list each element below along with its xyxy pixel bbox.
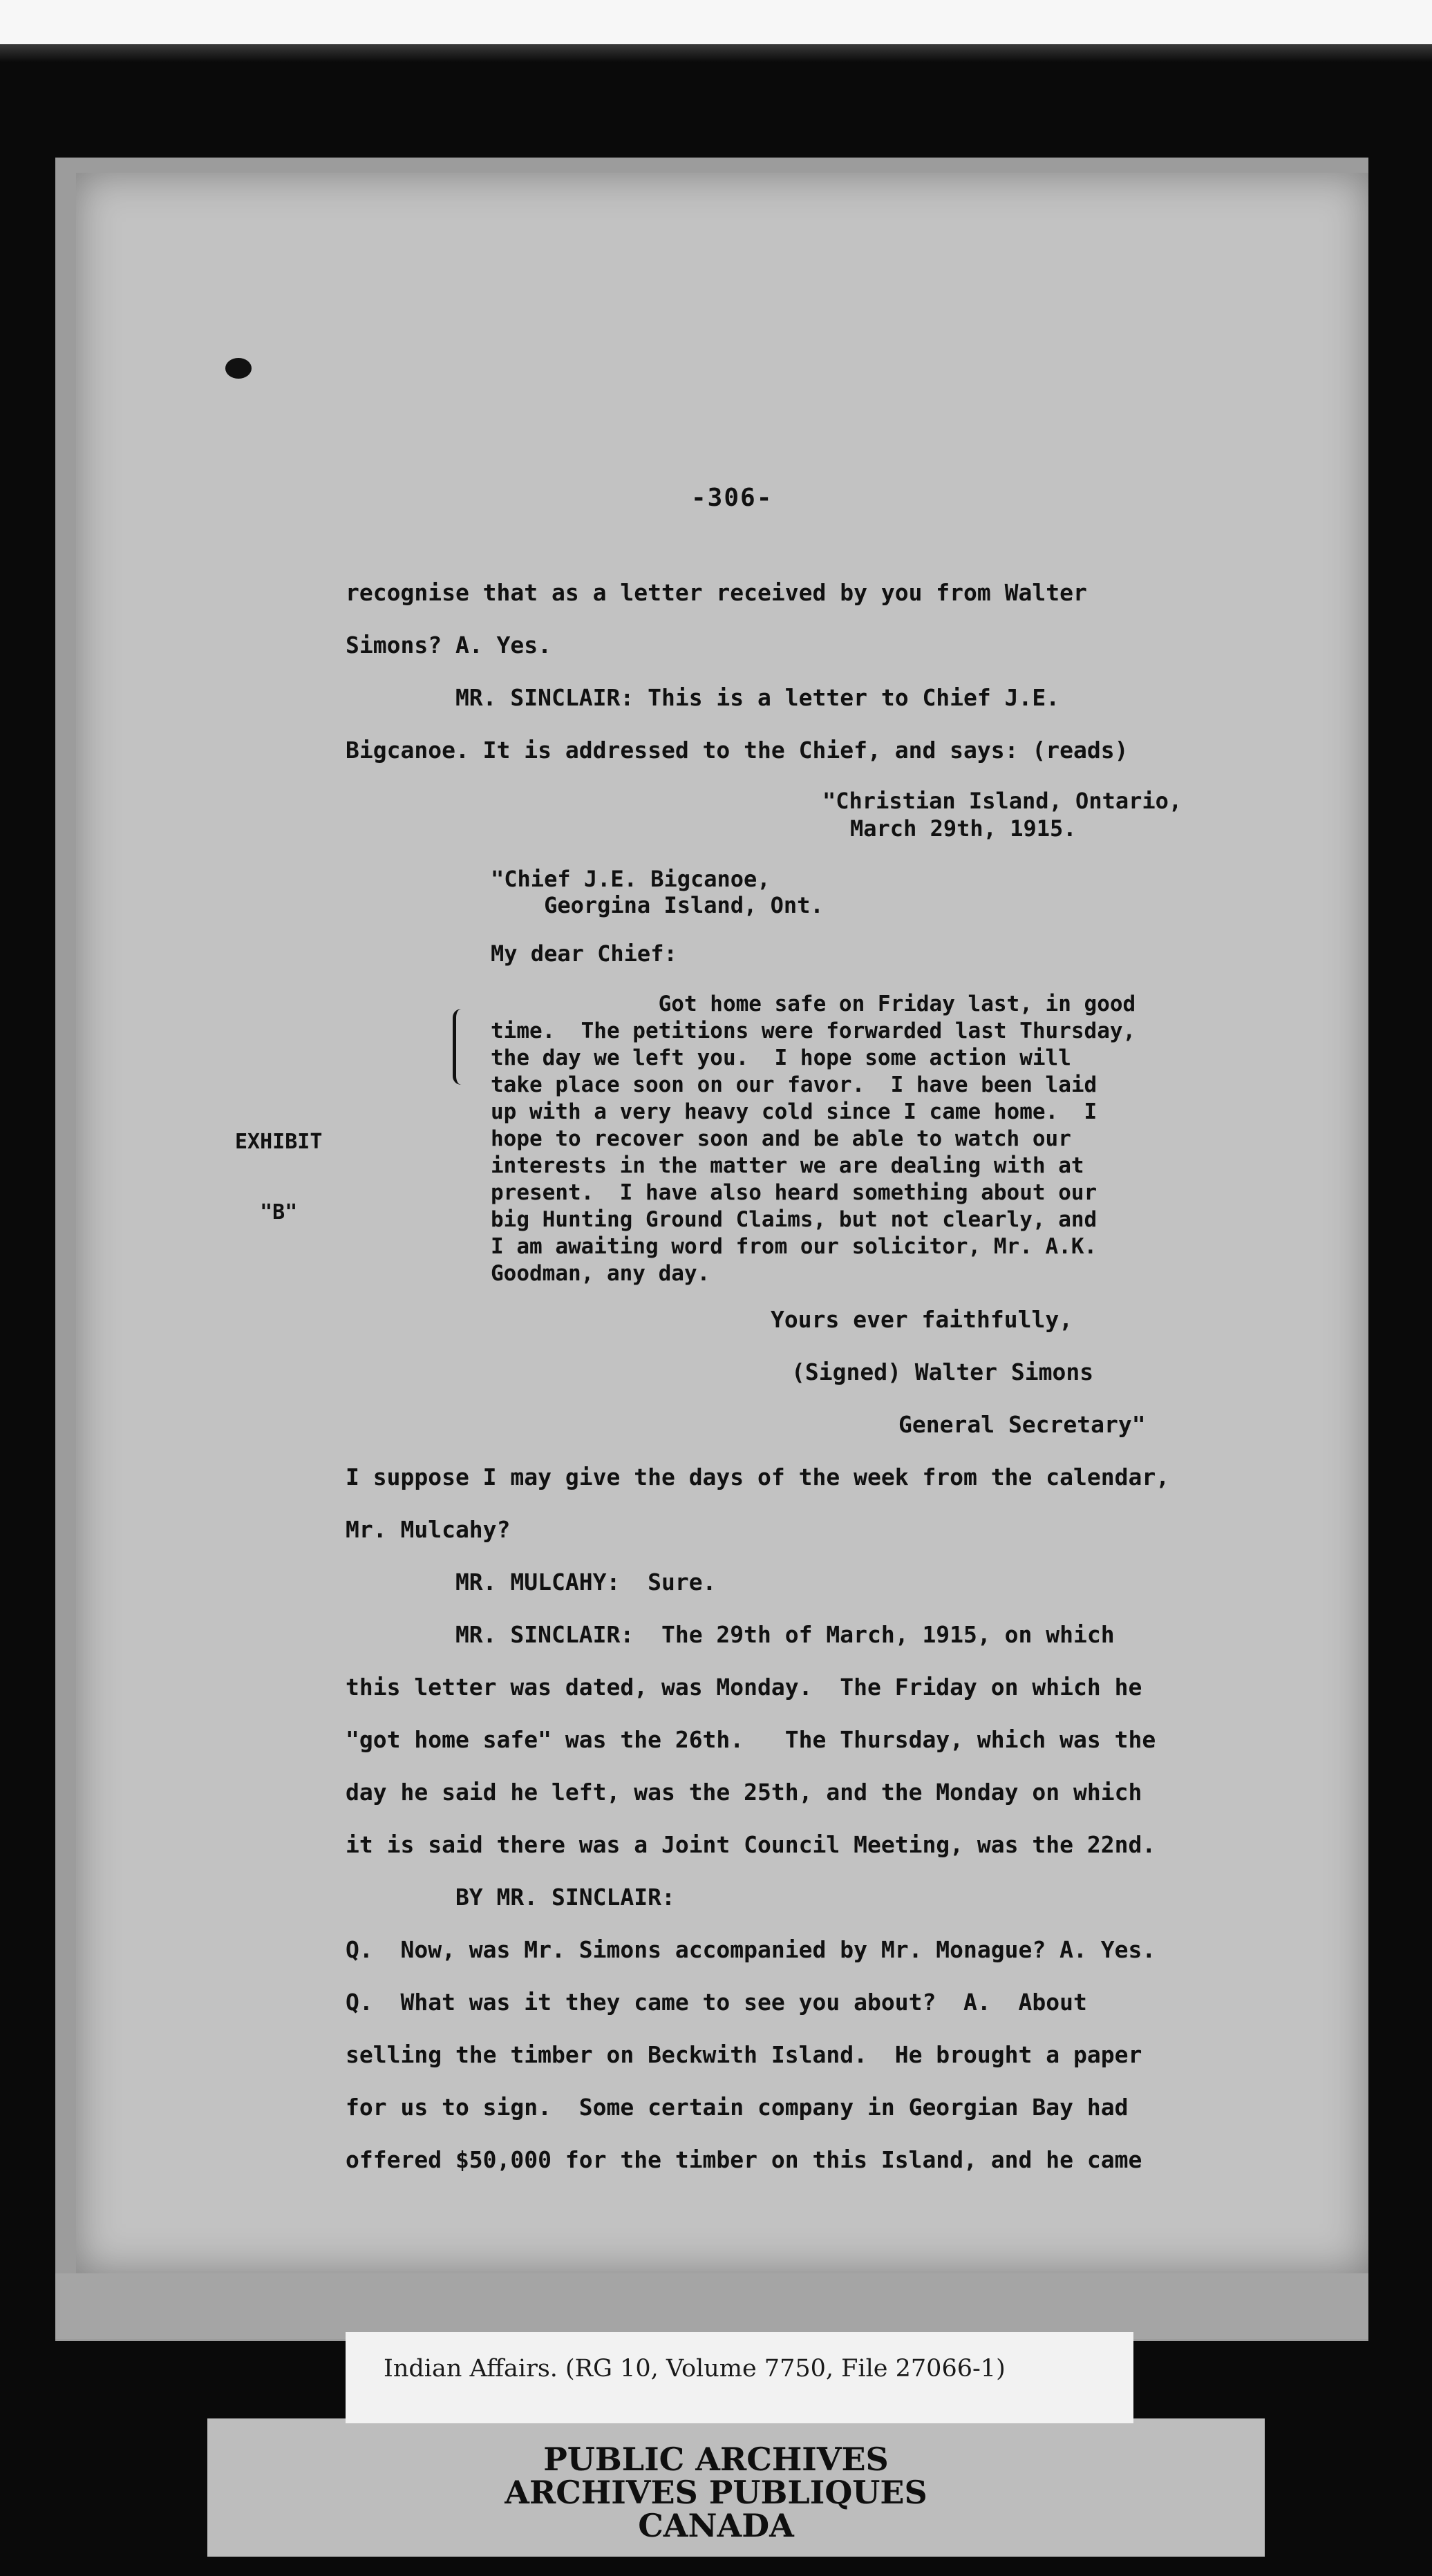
transcript-line: MR. SINCLAIR: The 29th of March, 1915, on which [346, 1621, 1115, 1648]
letter-address: Georgina Island, Ont. [491, 892, 824, 918]
page-bottom-edge [55, 2273, 1368, 2339]
archive-stamp-line: ARCHIVES PUBLIQUES [505, 2474, 927, 2511]
transcript-line: MR. MULCAHY: Sure. [346, 1569, 717, 1595]
letter-signatory-title: General Secretary" [898, 1411, 1146, 1438]
paragraph-line: recognise that as a letter received by you from Walter [346, 579, 1087, 606]
letter-body-line: big Hunting Ground Claims, but not clearly, and [491, 1207, 1097, 1232]
letter-salutation: My dear Chief: [491, 940, 677, 967]
exhibit-letter: "B" [260, 1200, 298, 1224]
letter-body-line: interests in the matter we are dealing with at [491, 1153, 1084, 1178]
transcript-line: BY MR. SINCLAIR: [346, 1884, 675, 1911]
exhibit-margin-label [235, 1083, 322, 1248]
transcript-line: day he said he left, was the 25th, and the Monday on which [346, 1779, 1142, 1806]
page-number: -306- [691, 484, 773, 512]
archive-stamp-line: CANADA [638, 2507, 794, 2544]
letter-body-line: the day we left you. I hope some action will [491, 1045, 1071, 1070]
letter-place: "Christian Island, Ontario, [822, 788, 1183, 814]
transcript-line: Q. What was it they came to see you about? A. About [346, 1989, 1087, 2016]
letter-date: March 29th, 1915. [850, 815, 1077, 842]
transcript-line: Mr. Mulcahy? [346, 1516, 511, 1543]
transcript-line: I suppose I may give the days of the week from the calendar, [346, 1464, 1170, 1490]
exhibit-label: EXHIBIT [235, 1130, 323, 1154]
paragraph-line: MR. SINCLAIR: This is a letter to Chief J.E. [346, 684, 1060, 711]
letter-addressee: "Chief J.E. Bigcanoe, [491, 866, 771, 892]
archive-stamp-line: PUBLIC ARCHIVES [543, 2441, 889, 2478]
scan-edge-shadow [0, 44, 1432, 62]
letter-body-line: time. The petitions were forwarded last Thursday, [491, 1019, 1136, 1043]
transcript-line: it is said there was a Joint Council Meeting, was the 22nd. [346, 1831, 1156, 1858]
punch-hole-mark [225, 358, 252, 379]
letter-closing: Yours ever faithfully, [771, 1306, 1073, 1333]
top-margin-strip [0, 0, 1432, 44]
transcript-line: selling the timber on Beckwith Island. He brought a paper [346, 2041, 1142, 2068]
letter-body-line: up with a very heavy cold since I came home. I [491, 1099, 1097, 1124]
letter-body-line: Got home safe on Friday last, in good [491, 992, 1136, 1016]
transcript-line: for us to sign. Some certain company in Georgian Bay had [346, 2094, 1129, 2121]
transcript-line: Q. Now, was Mr. Simons accompanied by Mr. Monague? A. Yes. [346, 1936, 1156, 1963]
letter-signature: (Signed) Walter Simons [791, 1358, 1094, 1385]
archive-reference: Indian Affairs. (RG 10, Volume 7750, File 27066-1) [384, 2355, 1006, 2383]
paragraph-line: Bigcanoe. It is addressed to the Chief, and says: (reads) [346, 737, 1129, 764]
transcript-line: "got home safe" was the 26th. The Thursday, which was the [346, 1726, 1156, 1753]
letter-body-line: take place soon on our favor. I have been laid [491, 1072, 1097, 1097]
letter-body-line: Goodman, any day. [491, 1261, 710, 1286]
letter-body-line: hope to recover soon and be able to watch our [491, 1126, 1071, 1151]
paragraph-line: Simons? A. Yes. [346, 632, 552, 659]
letter-body-line: present. I have also heard something about our [491, 1180, 1097, 1205]
transcript-line: this letter was dated, was Monday. The Friday on which he [346, 1674, 1142, 1701]
letter-body-line: I am awaiting word from our solicitor, Mr. A.K. [491, 1234, 1097, 1259]
margin-bracket-mark [453, 1009, 470, 1085]
transcript-line: offered $50,000 for the timber on this Island, and he came [346, 2146, 1142, 2173]
